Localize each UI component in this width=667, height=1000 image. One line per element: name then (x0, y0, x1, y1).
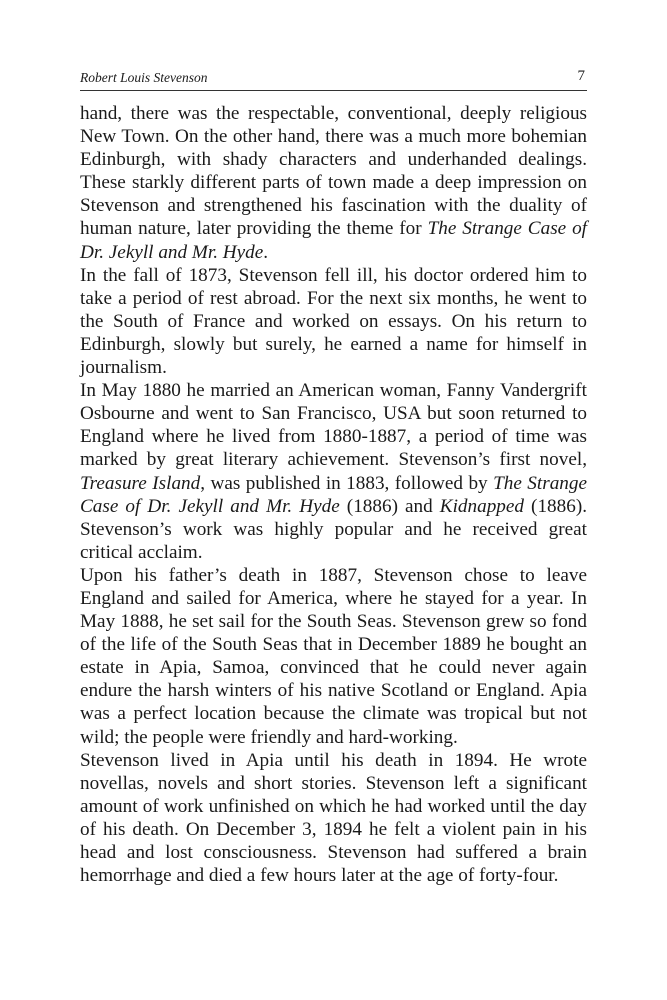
paragraph-1-text-2: . (263, 241, 269, 263)
paragraph-1-text-1: hand, there was the respectable, conventional, deeply religious New Town. On the other hand, there was a much more bohemian Edinburgh, with shady characters and underhanded dealings. These starkly different parts of town made a deep impression on Stevenson and strengthened his fascination with the duality of human nature, later providing the theme for (80, 103, 587, 240)
paragraph-5 (80, 749, 587, 888)
paragraph-1 (80, 102, 587, 264)
running-header-author: Robert Louis Stevenson (80, 70, 208, 85)
running-header (80, 68, 587, 91)
paragraph-3-text-1: In May 1880 he married an American woman, Fanny Vandergrift Osbourne and went to San Francisco, USA but soon returned to England where he lived from 1880-1887, a period of time was marked by great literary achievement. Stevenson’s first novel, (80, 380, 587, 471)
book-title-jekyll-hyde-2: The Strange Case of Dr. Jekyll and Mr. Hyde (80, 472, 587, 517)
paragraph-5-text-1: Stevenson lived in Apia until his death in 1894. He wrote novellas, novels and short stories. Stevenson left a significant amount of work unfinished on which he had worked until the day of his death. On December 3, 1894 he felt a violent pain in his head and lost consciousness. Stevenson had suffered a brain hemorrhage and died a few hours later at the age of forty-four. (80, 749, 587, 887)
paragraph-3-text-3: (1886) and (339, 495, 440, 517)
paragraph-3-text-4: (1886). Stevenson’s work was highly popular and he received great critical acclaim. (80, 495, 588, 563)
paragraph-4 (80, 564, 587, 749)
paragraph-3-text-2: , was published in 1883, followed by (200, 472, 494, 494)
body-text (80, 102, 587, 887)
paragraph-3 (80, 379, 587, 564)
paragraph-2-text-1: In the fall of 1873, Stevenson fell ill, his doctor ordered him to take a period of rest abroad. For the next six months, he went to the South of France and worked on essays. On his return to Edinburgh, slowly but surely, he earned a name for himself in journalism. (80, 264, 587, 379)
book-title-jekyll-hyde: The Strange Case of Dr. Jekyll and Mr. Hyde (80, 218, 587, 263)
book-title-kidnapped: Kidnapped (439, 495, 524, 517)
book-title-treasure-island: Treasure Island (80, 472, 201, 494)
paragraph-4-text-1: Upon his father’s death in 1887, Stevenson chose to leave England and sailed for America, where he stayed for a year. In May 1888, he set sail for the South Seas. Stevenson grew so fond of the life of the South Seas that in December 1889 he bought an estate in Apia, Samoa, convinced that he could never again endure the harsh winters of his native Scotland or England. Apia was a perfect location because the climate was tropical but not wild; the people were friendly and hard-working. (80, 564, 587, 748)
page-number: 7 (577, 68, 585, 84)
paragraph-2 (80, 264, 587, 379)
